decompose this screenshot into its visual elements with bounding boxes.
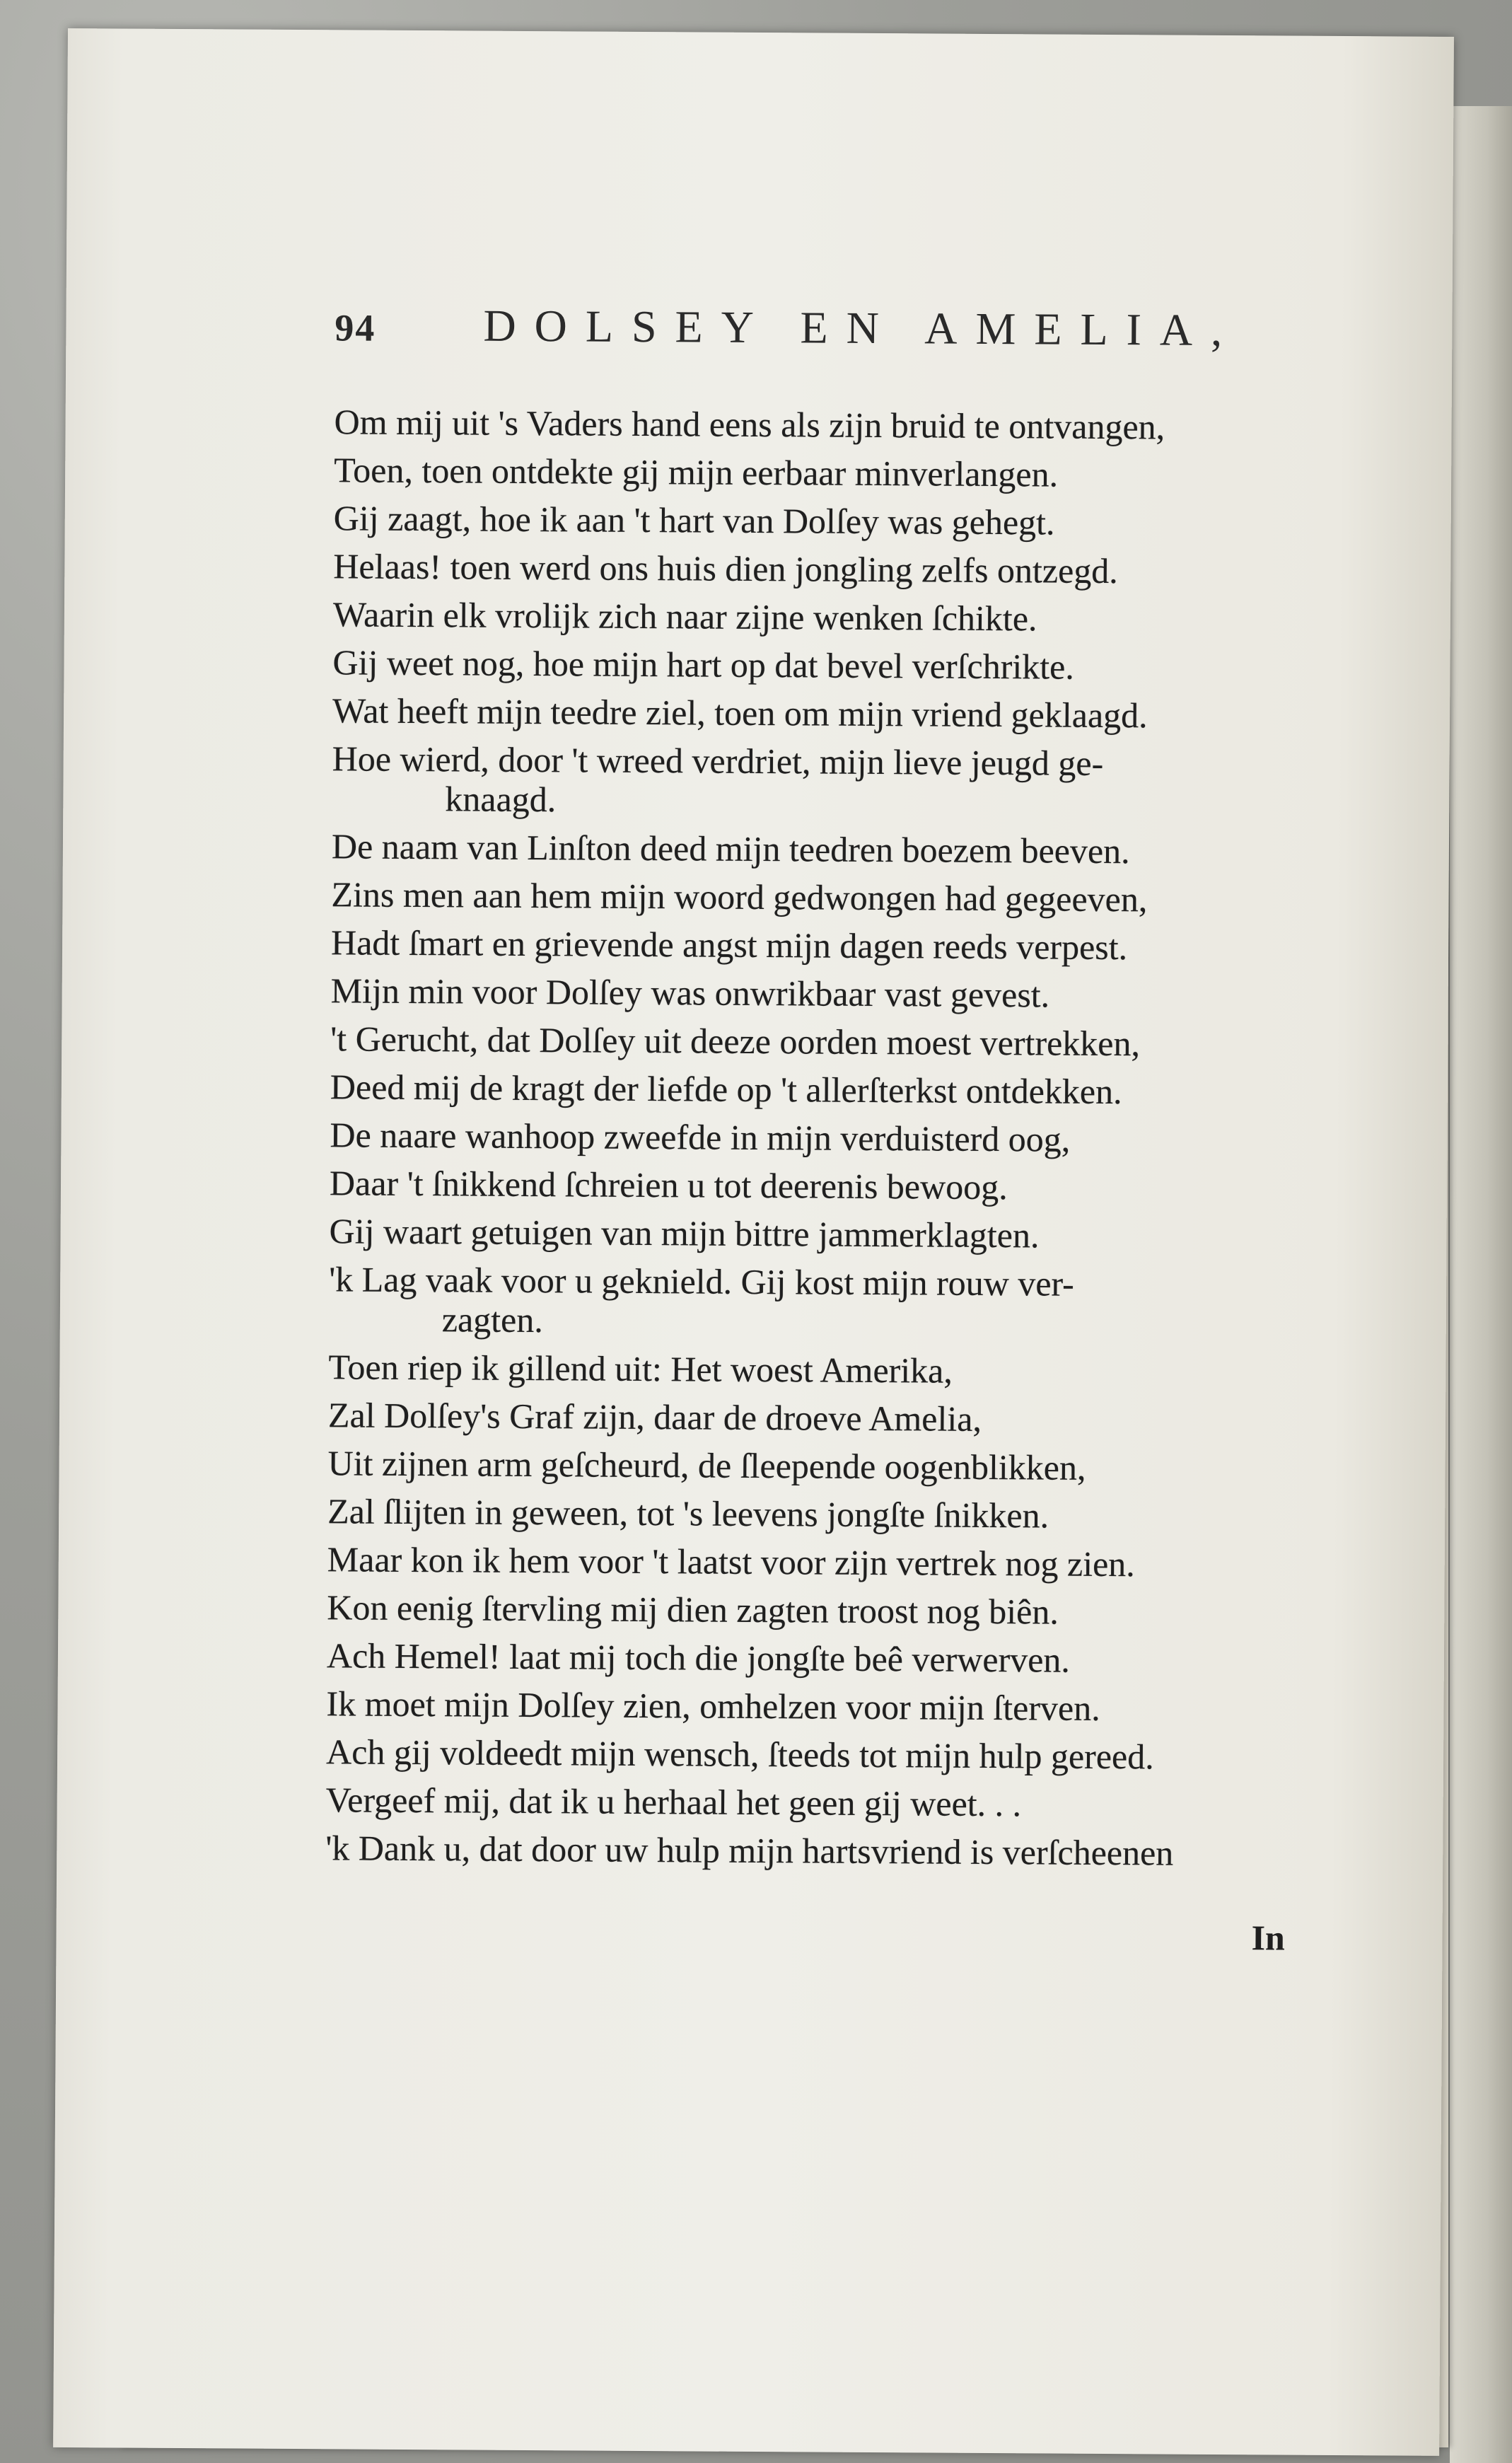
- verse-line: Mijn min voor Dolſey was onwrikbaar vast gevest.: [330, 970, 1050, 1015]
- verse-line: Gij weet nog, hoe mijn hart op dat bevel verſchrikte.: [332, 642, 1074, 687]
- verse-line: Wat heeft mijn teedre ziel, toen om mijn vriend geklaagd.: [332, 690, 1148, 736]
- running-title: DOLSEY EN AMELIA,: [483, 300, 1241, 356]
- verse-line: Zal Dolſey's Graf zijn, daar de droeve Amelia,: [327, 1395, 982, 1439]
- verse-line: Hadt ſmart en grievende angst mijn dagen reeds verpest.: [330, 922, 1128, 968]
- verse-line: Ach Hemel! laat mij toch die jongſte beê verwerven.: [326, 1635, 1071, 1680]
- verse-line: 't Gerucht, dat Dolſey uit deeze oorden moest vertrekken,: [330, 1019, 1141, 1064]
- verse-line: Daar 't ſnikkend ſchreien u tot deerenis bewoog.: [329, 1163, 1008, 1207]
- poem-text: [325, 398, 1409, 1878]
- verse-line: Zins men aan hem mijn woord gedwongen had gegeeven,: [331, 874, 1148, 920]
- verse-line: 'k Dank u, dat door uw hulp mijn hartsvriend is verſcheenen: [325, 1828, 1174, 1873]
- verse-line: Toen riep ik gillend uit: Het woest Amerika,: [328, 1347, 953, 1391]
- catchword: In: [1251, 1918, 1285, 1958]
- verse-line: 'k Lag vaak voor u geknield. Gij kost mijn rouw ver-: [329, 1259, 1074, 1304]
- verse-line: Kon eenig ſtervling mij dien zagten troost nog biên.: [327, 1587, 1059, 1632]
- verse-line: De naam van Linſton deed mijn teedren boezem beeven.: [331, 826, 1130, 871]
- page-number: 94: [335, 306, 376, 349]
- verse-line-continuation: zagten.: [441, 1299, 543, 1340]
- verse-line: De naare wanhoop zweefde in mijn verduisterd oog,: [330, 1115, 1071, 1159]
- verse-line: Ik moet mijn Dolſey zien, omhelzen voor mijn ſterven.: [326, 1683, 1100, 1728]
- verse-line: Gij zaagt, hoe ik aan 't hart van Dolſey was gehegt.: [333, 498, 1055, 543]
- verse-line: Om mij uit 's Vaders hand eens als zijn bruid te ontvangen,: [334, 402, 1165, 447]
- verse-line: Waarin elk vrolijk zich naar zijne wenken ſchikte.: [332, 594, 1037, 639]
- book-page: [53, 28, 1454, 2456]
- verse-line-continuation: knaagd.: [445, 779, 557, 820]
- verse-line: Toen, toen ontdekte gij mijn eerbaar minverlangen.: [334, 450, 1059, 494]
- verse-line: Helaas! toen werd ons huis dien jongling zelfs ontzegd.: [333, 546, 1118, 591]
- verse-line: Gij waart getuigen van mijn bittre jammerklagten.: [329, 1211, 1040, 1256]
- verse-line: Hoe wierd, door 't wreed verdriet, mijn lieve jeugd ge-: [332, 738, 1104, 783]
- verse-line: Maar kon ik hem voor 't laatst voor zijn vertrek nog zien.: [327, 1539, 1135, 1584]
- verse-line: Uit zijnen arm geſcheurd, de ſleepende oogenblikken,: [327, 1443, 1086, 1488]
- facing-page-edge: [1450, 106, 1512, 2463]
- verse-line: Ach gij voldeedt mijn wensch, ſteeds tot mijn hulp gereed.: [325, 1732, 1154, 1777]
- verse-line: Vergeef mij, dat ik u herhaal het geen gij weet. . .: [325, 1780, 1022, 1824]
- verse-line: Zal ſlijten in geween, tot 's leevens jongſte ſnikken.: [327, 1491, 1049, 1536]
- page-header: [335, 284, 1396, 369]
- verse-line: Deed mij de kragt der liefde op 't allerſterkst ontdekken.: [330, 1067, 1122, 1112]
